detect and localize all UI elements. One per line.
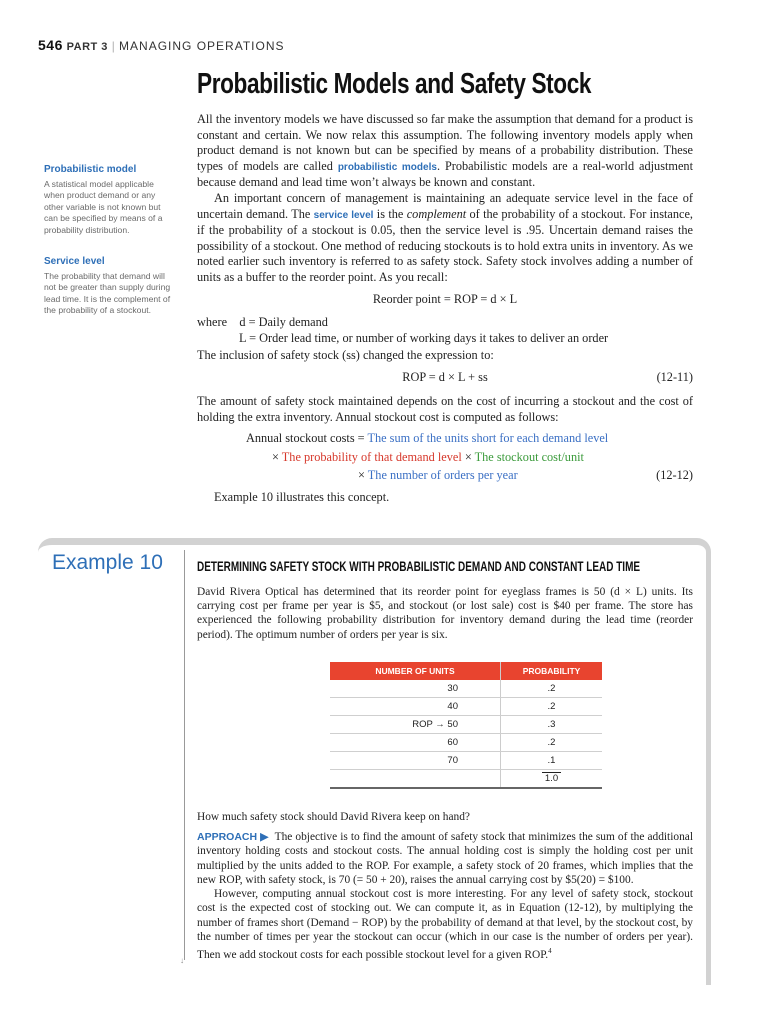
eq-term-probability: The probability of that demand level <box>281 449 462 464</box>
table-header-units: NUMBER OF UNITS <box>330 662 501 680</box>
approach-label: APPROACH ▶ <box>197 831 269 843</box>
eq-term-units-short: The sum of the units short for each demand level <box>367 431 609 446</box>
margin-note-term: Probabilistic model <box>44 164 137 175</box>
equation-number: (12-12) <box>656 468 693 483</box>
eq-term-orders-per-year: The number of orders per year <box>367 468 518 483</box>
margin-note-definition: The probability that demand will not be greater than supply during lead time. It is the complement of the probability of a stockout. <box>44 270 171 315</box>
probability-table <box>330 662 602 789</box>
example-title: DETERMINING SAFETY STOCK WITH PROBABILISTIC DEMAND AND CONSTANT LEAD TIME <box>197 559 641 574</box>
paragraph: All the inventory models we have discussed so far make the assumption that demand for a product is constant and certain. We now relax this assumption. The following inventory models apply when product demand is not known but can be specified by means of a probability distribution. These types of models are called probabilistic models. Probabilistic models are a real-world adjustment because demand and lead time won’t always be known and constant. <box>197 112 693 190</box>
paragraph: The inclusion of safety stock (ss) changed the expression to: <box>197 348 494 363</box>
eq-term-stockout-cost: The stockout cost/unit <box>474 449 584 464</box>
equation-reorder-point: Reorder point = ROP = d × L <box>372 291 518 306</box>
example-question: How much safety stock should David Rivera keep on hand? <box>197 811 470 823</box>
footnote-marker: 4 <box>548 947 552 956</box>
part-label: PART 3 <box>66 41 108 53</box>
table-total: 1.0 <box>542 772 561 784</box>
margin-note-term: Service level <box>44 256 105 267</box>
example-intro: David Rivera Optical has determined that its reorder point for eyeglass frames is 50 (d × L) units. Its carrying cost per frame per year is $5, and stockout (or lost sale) cost is $40 per frame. The store has experienced the following probability distribution for inventory demand during the lead time (reorder period). The optimum number of orders per year is six. <box>197 586 693 641</box>
table-header-probability: PROBABILITY <box>501 662 603 680</box>
body-text <box>197 112 693 505</box>
keyword-service-level: service level <box>313 209 374 221</box>
example-label: Example 10 <box>52 551 163 574</box>
table-row: ROP → 50 .3 <box>330 716 602 734</box>
paragraph: Example 10 illustrates this concept. <box>214 489 390 504</box>
keyword-probabilistic-models: probabilistic models <box>337 161 437 173</box>
page-number: 546 <box>38 37 63 53</box>
margin-note-service-level <box>44 256 176 317</box>
section-label: MANAGING OPERATIONS <box>119 39 285 53</box>
running-head: 546 PART 3 | MANAGING OPERATIONS <box>38 37 285 53</box>
margin-note-probabilistic-model <box>44 164 176 236</box>
equation-number: (12-11) <box>656 369 693 384</box>
paragraph: The amount of safety stock maintained depends on the cost of incurring a stockout and the cost of holding the extra inventory. Annual stockout cost is computed as follows: <box>197 393 693 424</box>
where-d: d = Daily demand <box>239 315 328 330</box>
where-l: L = Order lead time, or number of working days it takes to deliver an order <box>239 330 609 345</box>
page-title: Probabilistic Models and Safety Stock <box>197 68 592 100</box>
paragraph: An important concern of management is maintaining an adequate service level in the face of uncertain demand. The service level is the complement of the probability of a stockout. For instance, if the probability of a stockout is 0.05, then the service level is .95. Uncertain demand raises the possibility of a stockout. One method of reducing stockouts is to hold extra units in inventory. As we noted earlier such inventory is referred to as safety stock. Safety stock involves adding a number of units as a buffer to the reorder point. As you recall: <box>197 190 694 284</box>
margin-note-definition: A statistical model applicable when product demand or any other variable is not known but can be specified by means of a probability distribution. <box>44 178 163 235</box>
table-row: 30 .2 <box>330 680 602 698</box>
table-row: 40 .2 <box>330 698 602 716</box>
approach-section: APPROACH ▶ The objective is to find the amount of safety stock that minimizes the sum of the additional inventory holding costs and stockout costs. The annual holding cost is simply the holding cost per unit multiplied by the units added to the ROP. For example, a safety stock of 20 frames, which implies that the new ROP, with safety stock, is 70 (= 50 + 20), raises the annual carrying cost by $5(20) = $100. However, computing annual stockout cost is more interesting. For any level of safety stock, stockout cost is the expected cost of stocking out. We can compute it, as in Equation (12-12), by multiplying the number of frames short (Demand − ROP) by the probability of demand at that level, by the stockout cost, by the number of times per year the stockout can occur (which in our case is the number of orders per year). Then we add stockout costs for each possible stockout level for a given ROP.$^4$ <box>197 831 693 962</box>
table-row: 60 .2 <box>330 734 602 752</box>
arrow-down-icon: ↓ <box>180 956 184 965</box>
table-row: 70 .1 <box>330 752 602 770</box>
example-divider <box>184 550 185 960</box>
equation-12-11: ROP = d × L + ss (12-11) <box>402 369 693 384</box>
equation-12-12: Annual stockout costs = The sum of the units short for each demand level × The probability of that demand level × The stockout cost/unit × The number of orders per year (12-12) <box>197 429 693 485</box>
table-total-row <box>330 770 602 789</box>
where-block: where d = Daily demand L = Order lead time, or number of working days it takes to deliver an order <box>197 315 693 346</box>
